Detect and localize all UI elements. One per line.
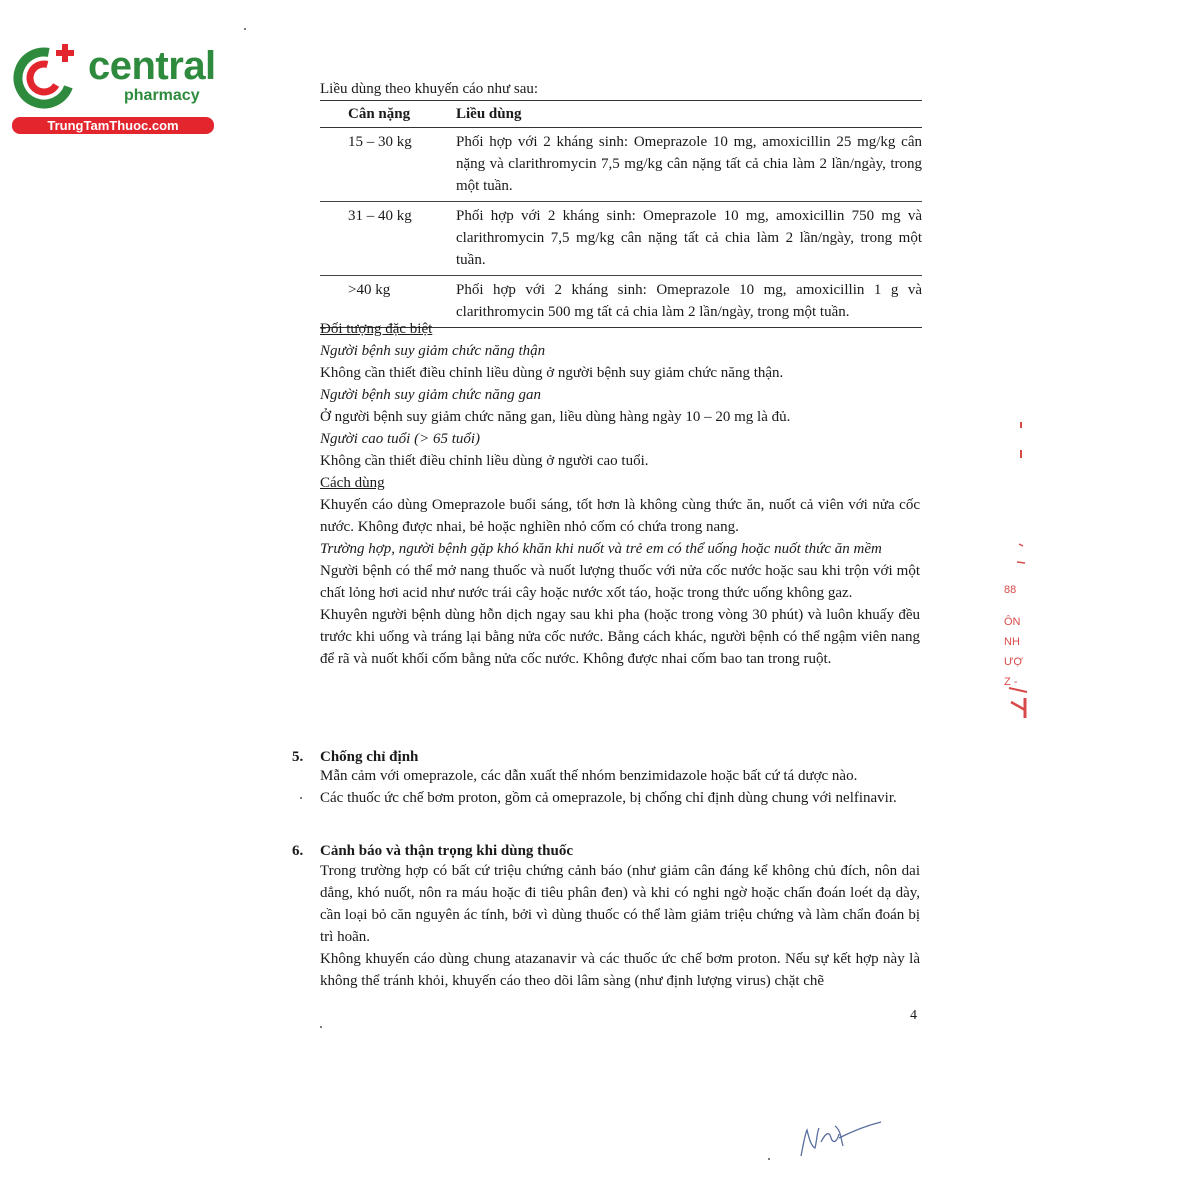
dosage-table [320,100,922,328]
contraindication-paragraph: Mẫn cảm với omeprazole, các dẫn xuất thế nhóm benzimidazole hoặc bất cứ tá dược nào. [320,768,858,784]
usage-paragraph: Người bệnh có thể mở nang thuốc và nuốt lượng thuốc với nửa cốc nước hoặc sau khi trộn với một chất lỏng hơi acid như nước trái cây hoặc nước xốt táo, hoặc trong thức uống không gaz. [320,563,920,601]
kidney-text: Không cần thiết điều chỉnh liều dùng ở người bệnh suy giảm chức năng thận. [320,365,784,381]
scan-speck [768,1158,770,1160]
stamp-line: NH [1004,636,1020,648]
section-6-body [320,860,920,992]
usage-paragraph-italic: Trường hợp, người bệnh gặp khó khăn khi nuốt và trẻ em có thể uống hoặc nuốt thức ăn mềm [320,541,882,557]
warning-paragraph: Không khuyến cáo dùng chung atazanavir và các thuốc ức chế bơm proton. Nếu sự kết hợp này là không thể tránh khỏi, khuyến cáo theo dõi lâm sàng (như định lượng virus) chặt chẽ [320,951,920,989]
scan-speck [244,28,246,30]
logo-subtitle: pharmacy [124,87,200,104]
pharmacy-cross-icon [12,40,82,110]
warning-paragraph: Trong trường hợp có bất cứ triệu chứng cảnh báo (như giảm cân đáng kể không chủ đích, nôn dai dẳng, khó nuốt, nôn ra máu hoặc đi tiêu phân đen) và khi có nghi ngờ hoặc chẩn đoán loét dạ dày, cần loại bỏ căn nguyên ác tính, bởi vì dùng thuốc có thể làm giảm triệu chứng và làm chẩn đoán bị trì hoãn. [320,863,920,945]
contraindication-paragraph: Các thuốc ức chế bơm proton, gồm cả omeprazole, bị chống chỉ định dùng chung với nelfinavir. [320,790,897,806]
table-row [320,128,922,202]
weight-cell: 31 – 40 kg [320,202,456,276]
elderly-text: Không cần thiết điều chỉnh liều dùng ở người cao tuổi. [320,453,649,469]
usage-paragraph: Khuyên người bệnh dùng hỗn dịch ngay sau khi pha (hoặc trong vòng 30 phút) và luôn khuấy đều trước khi uống và tráng lại bằng nửa cốc nước. Bằng cách khác, người bệnh có thể ngậm viên nang để rã và nuốt khối cốm bằng nửa cốc nước. Không được nhai cốm bao tan trong ruột. [320,607,920,667]
stamp-line: ÔN [1004,616,1021,628]
table-header-row [320,101,922,128]
scan-speck [320,1026,322,1028]
section-title: Chống chỉ định [320,749,419,765]
scan-speck [300,797,302,799]
dosage-intro: Liều dùng theo khuyến cáo như sau: [320,81,539,97]
column-header-dose: Liều dùng [456,101,922,128]
logo-brand-text: central [88,44,216,88]
dose-cell: Phối hợp với 2 kháng sinh: Omeprazole 10 mg, amoxicillin 750 mg và clarithromycin 7,5 mg/kg cân nặng tất cả chia làm 2 lần/ngày, trong một tuần. [456,202,922,276]
section-number: 5. [292,749,304,765]
logo-url-badge: TrungTamThuoc.com [12,117,214,134]
kidney-subtitle: Người bệnh suy giảm chức năng thận [320,343,546,359]
column-header-weight: Cân nặng [320,101,456,128]
stamp-line: 88 [1004,584,1017,596]
stamp-text [1004,580,1023,692]
section-title: Cảnh báo và thận trọng khi dùng thuốc [320,843,574,859]
special-population-section [320,318,920,670]
dose-cell: Phối hợp với 2 kháng sinh: Omeprazole 10 mg, amoxicillin 25 mg/kg cân nặng và clarithromycin 7,5 mg/kg cân nặng tất cả chia làm 2 lần/ngày, trong một tuần. [456,128,922,202]
weight-cell: 15 – 30 kg [320,128,456,202]
page-number: 4 [910,1008,917,1023]
stamp-line: Z - [1004,676,1018,688]
section-number: 6. [292,843,304,859]
liver-subtitle: Người bệnh suy giảm chức năng gan [320,387,542,403]
special-title: Đối tượng đặc biệt [320,321,433,337]
dose-cell: Phối hợp với 2 kháng sinh: Omeprazole 10 mg, amoxicillin 1 g và clarithromycin 500 mg tất cả chia làm 2 lần/ngày, trong một tuần. [456,276,922,328]
section-5-body [320,765,920,809]
handwritten-signature [795,1112,885,1162]
central-pharmacy-logo [8,36,218,136]
usage-title: Cách dùng [320,475,385,491]
liver-text: Ở người bệnh suy giảm chức năng gan, liều dùng hàng ngày 10 – 20 mg là đủ. [320,409,791,425]
elderly-subtitle: Người cao tuổi (> 65 tuổi) [320,431,481,447]
weight-cell: >40 kg [320,276,456,328]
usage-paragraph: Khuyến cáo dùng Omeprazole buổi sáng, tốt hơn là không cùng thức ăn, nuốt cả viên với nửa cốc nước. Không được nhai, bẻ hoặc nghiền nhỏ cốm có chứa trong nang. [320,497,920,535]
stamp-line: ƯỢ [1004,656,1023,668]
section-6-heading [292,840,573,862]
table-row [320,202,922,276]
